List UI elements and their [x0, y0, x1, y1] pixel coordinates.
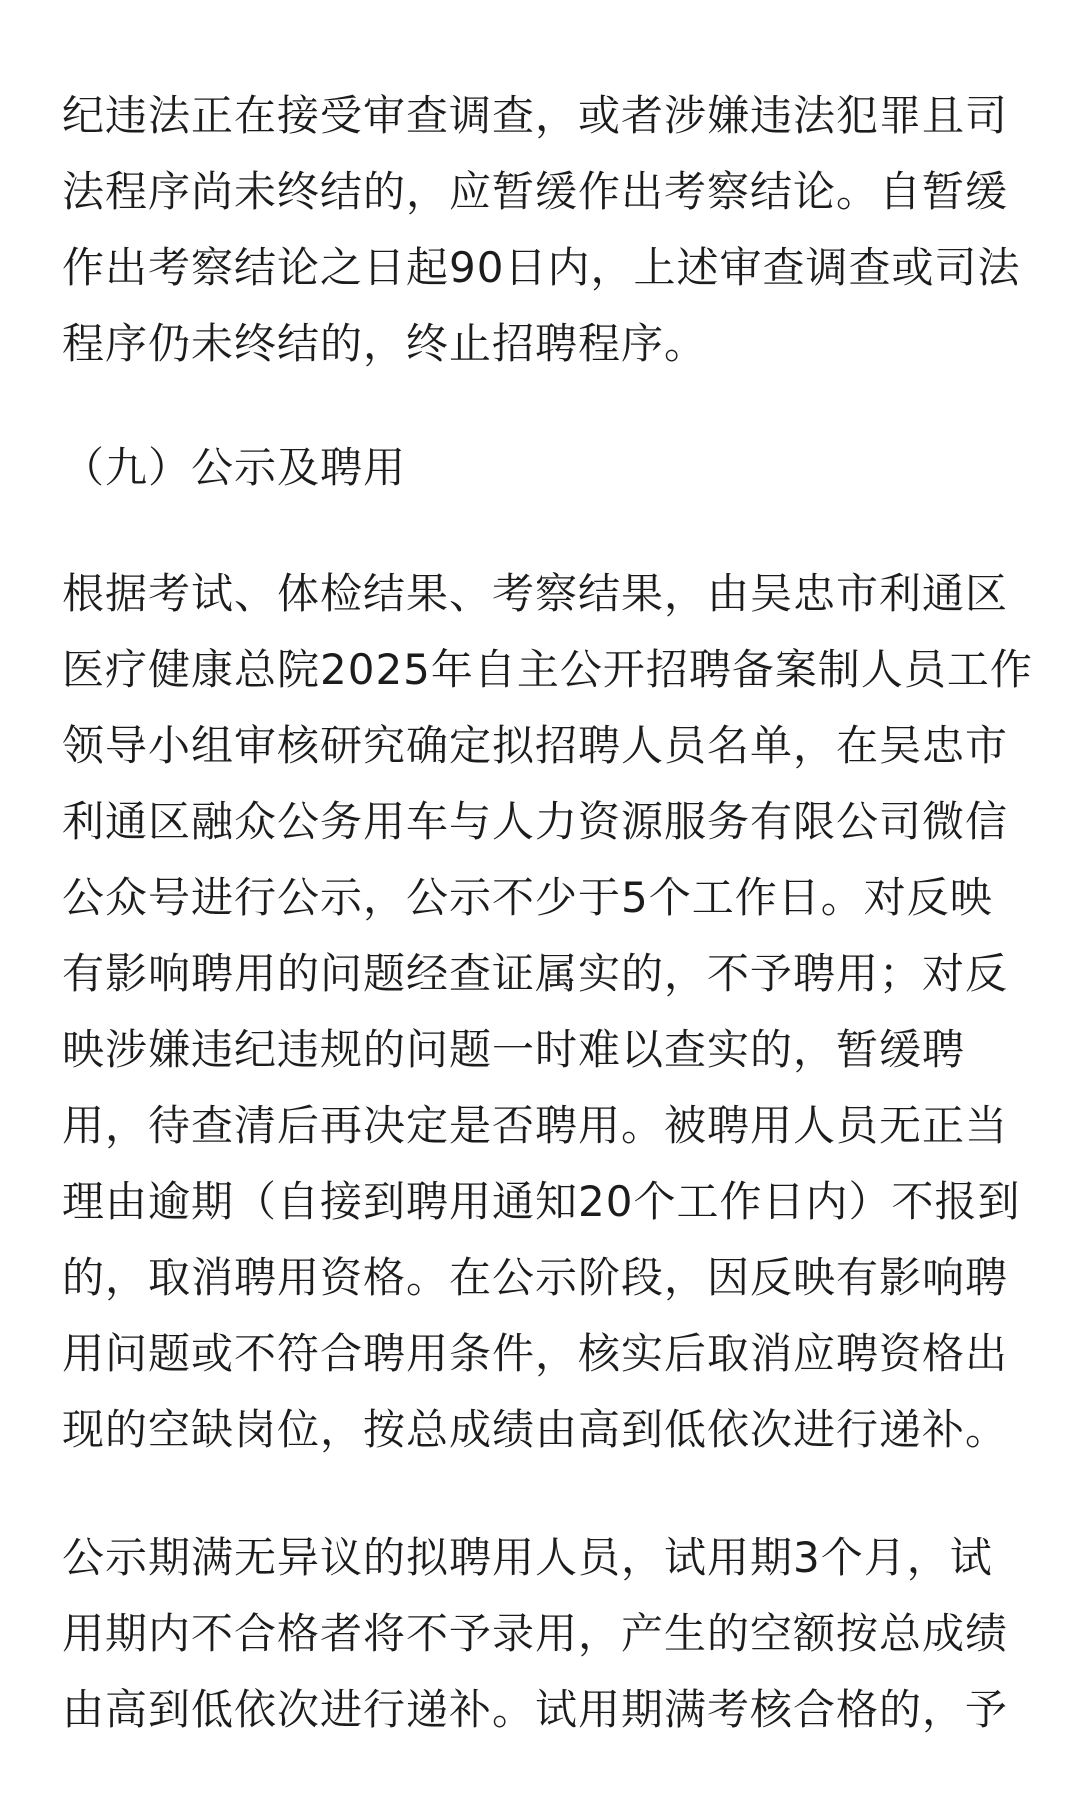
text-line: 映涉嫌违纪违规的问题一时难以查实的，暂缓聘: [62, 1025, 966, 1074]
text-line: 医疗健康总院2025年自主公开招聘备案制人员工作: [62, 645, 1033, 694]
text-line: 领导小组审核研究确定拟招聘人员名单，在吴忠市: [62, 721, 1009, 770]
text-line: 现的空缺岗位，按总成绩由高到低依次进行递补。: [62, 1405, 1009, 1454]
text-line: 公示期满无异议的拟聘用人员，试用期3个月，试: [62, 1533, 993, 1582]
section-heading: （九）公示及聘用: [62, 443, 407, 492]
text-line: 根据考试、体检结果、考察结果，由吴忠市利通区: [62, 569, 1009, 618]
text-line: 程序仍未终结的，终止招聘程序。: [62, 319, 708, 368]
text-line: 法程序尚未终结的，应暂缓作出考察结论。自暂缓: [62, 167, 1009, 216]
text-line: 理由逾期（自接到聘用通知20个工作日内）不报到: [62, 1177, 1021, 1226]
paragraph-probation: [62, 1520, 1030, 1748]
text-line: 有影响聘用的问题经查证属实的，不予聘用；对反: [62, 949, 1009, 998]
text-line: 用期内不合格者将不予录用，产生的空额按总成绩: [62, 1609, 1009, 1658]
text-line: 用问题或不符合聘用条件，核实后取消应聘资格出: [62, 1329, 1009, 1378]
paragraph-suspension: [62, 78, 1030, 382]
paragraph-publicity: [62, 556, 1033, 1468]
text-line: 的，取消聘用资格。在公示阶段，因反映有影响聘: [62, 1253, 1009, 1302]
text-line: 作出考察结论之日起90日内，上述审查调查或司法: [62, 243, 1021, 292]
text-line: 用，待查清后再决定是否聘用。被聘用人员无正当: [62, 1101, 1009, 1150]
text-line: 由高到低依次进行递补。试用期满考核合格的，予: [62, 1685, 1009, 1734]
text-line: 利通区融众公务用车与人力资源服务有限公司微信: [62, 797, 1009, 846]
text-line: 纪违法正在接受审查调查，或者涉嫌违法犯罪且司: [62, 91, 1009, 140]
text-line: 公众号进行公示，公示不少于5个工作日。对反映: [62, 873, 993, 922]
